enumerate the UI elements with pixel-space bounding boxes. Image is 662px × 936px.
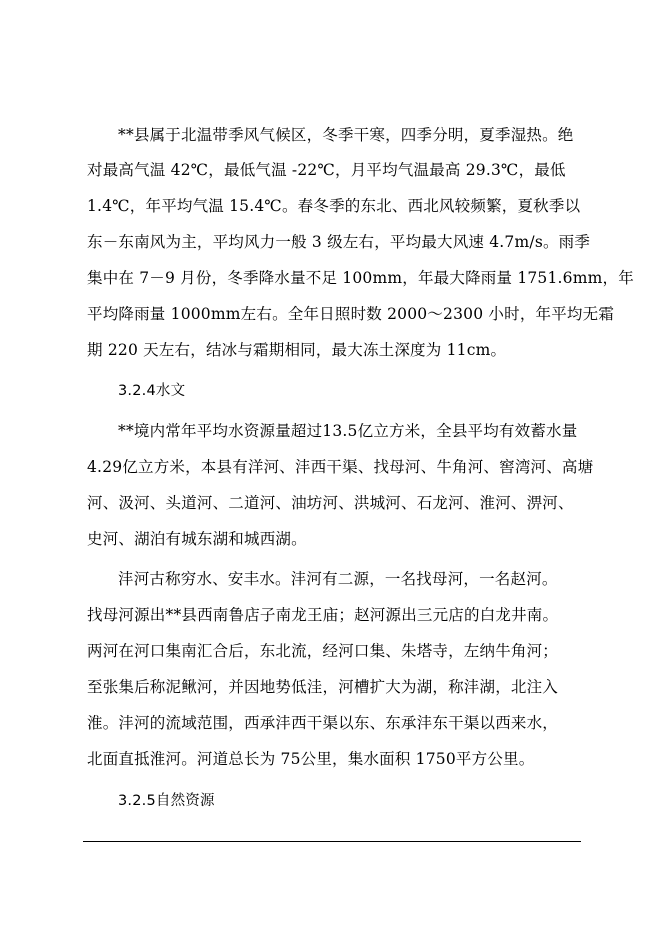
climate-line-5: 集中在 7－9 月份，冬季降水量不足 100mm，年最大降雨量 1751.6mm，年 [87, 269, 634, 287]
section-heading-resources: 3.2.5自然资源 [118, 793, 215, 809]
climate-line-2: 对最高气温 42℃，最低气温 -22℃，月平均气温最高 29.3℃，最低 [87, 161, 566, 179]
climate-line-4: 东－东南风为主，平均风力一般 3 级左右，平均最大风速 4.7m/s。雨季 [87, 233, 591, 251]
climate-line-6: 平均降雨量 1000mm左右。全年日照时数 2000～2300 小时，年平均无霜 [87, 305, 615, 323]
hydrology-p2-line-3: 两河在河口集南汇合后，东北流，经河口集、朱塔寺，左纳牛角河； [87, 642, 559, 660]
hydrology-p2-line-4: 至张集后称泥鳅河，并因地势低洼，河槽扩大为湖，称沣湖，北注入 [87, 678, 559, 696]
climate-line-1: **县属于北温带季风气候区，冬季干寒，四季分明，夏季湿热。绝 [118, 126, 574, 144]
hydrology-p2-line-5: 淮。沣河的流域范围，西承沣西干渠以东、东承沣东干渠以西来水， [87, 714, 559, 732]
hydrology-p1-line-4: 史河、湖泊有城东湖和城西湖。 [87, 530, 307, 548]
hydrology-p1-line-2: 4.29亿立方米，本县有洋河、沣西干渠、找母河、牛角河、窖湾河、高塘 [87, 458, 594, 476]
climate-line-7: 期 220 天左右，结冰与霜期相同，最大冻土深度为 11cm。 [87, 341, 507, 359]
climate-line-3: 1.4℃，年平均气温 15.4℃。春冬季的东北、西北风较频繁，夏秋季以 [87, 197, 581, 215]
footer-divider [83, 841, 581, 842]
hydrology-p2-line-1: 沣河古称穷水、安丰水。沣河有二源，一名找母河，一名赵河。 [118, 570, 558, 588]
hydrology-p2-line-2: 找母河源出**县西南鲁店子南龙王庙；赵河源出三元店的白龙井南。 [87, 606, 559, 624]
hydrology-p1-line-3: 河、汲河、头道河、二道河、油坊河、洪城河、石龙河、淮河、淠河、 [87, 494, 574, 512]
section-heading-hydrology: 3.2.4水文 [118, 383, 186, 399]
hydrology-p2-line-6: 北面直抵淮河。河道总长为 75公里，集水面积 1750平方公里。 [87, 750, 535, 768]
hydrology-p1-line-1: **境内常年平均水资源量超过13.5亿立方米，全县平均有效蓄水量 [118, 422, 578, 440]
